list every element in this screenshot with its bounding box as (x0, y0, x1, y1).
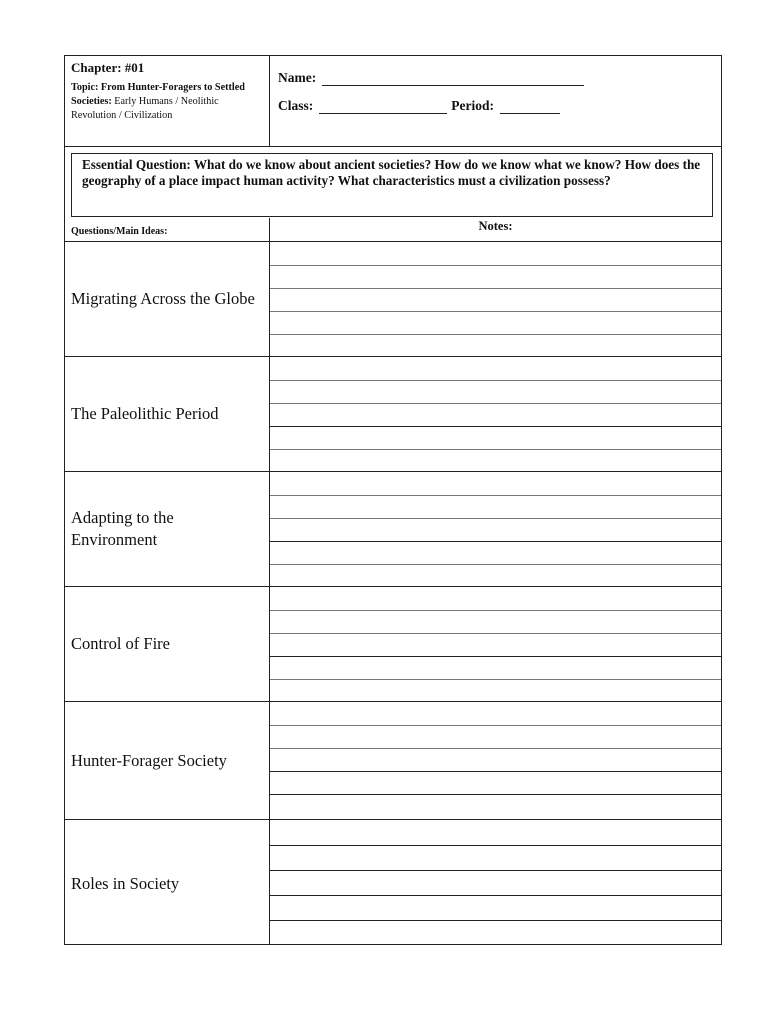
note-line (270, 564, 721, 565)
note-line (270, 870, 721, 871)
section-title: Control of Fire (71, 634, 170, 653)
note-line (270, 633, 721, 634)
notes-area[interactable] (270, 587, 721, 701)
essential-question-box: Essential Question: What do we know about ancient societies? How do we know what we know? How does the geography of a place impact human activity? What characteristics must a civilization possess? (71, 153, 713, 217)
topic-text (71, 81, 263, 123)
note-line (270, 403, 721, 404)
class-field[interactable] (319, 99, 447, 114)
section-title: The Paleolithic Period (71, 404, 219, 423)
name-field[interactable] (322, 71, 584, 86)
note-line (270, 656, 721, 657)
note-line (270, 920, 721, 921)
note-line (270, 449, 721, 450)
notes-sections (65, 241, 721, 944)
section-fire (65, 587, 721, 702)
notes-area[interactable] (270, 702, 721, 819)
note-line (270, 725, 721, 726)
notes-area[interactable] (270, 820, 721, 947)
note-line (270, 426, 721, 427)
notes-area[interactable] (270, 242, 721, 356)
questions-column-label: Questions/Main Ideas: (71, 226, 168, 237)
notes-area[interactable] (270, 357, 721, 471)
cornell-notes-sheet (64, 55, 722, 945)
note-line (270, 679, 721, 680)
name-line (278, 70, 713, 86)
period-label: Period: (451, 98, 495, 113)
note-line (270, 771, 721, 772)
notes-area[interactable] (270, 472, 721, 586)
section-roles (65, 820, 721, 947)
note-line (270, 334, 721, 335)
header-divider (65, 146, 721, 147)
note-line (270, 541, 721, 542)
note-line (270, 895, 721, 896)
section-hunter-forager (65, 702, 721, 820)
topic-bold: Topic: From Hunter-Foragers to Settled Societies: (71, 82, 245, 107)
section-title: Roles in Society (71, 873, 180, 893)
section-adapting (65, 472, 721, 587)
class-period-line (278, 98, 713, 114)
section-title: Adapting to the Environment (71, 508, 174, 549)
note-line (270, 495, 721, 496)
class-label: Class: (278, 98, 314, 113)
chapter-topic-box (65, 56, 270, 146)
notes-column-label: Notes: (478, 219, 513, 233)
name-label: Name: (278, 70, 317, 85)
section-title: Hunter-Forager Society (71, 750, 227, 770)
note-line (270, 288, 721, 289)
chapter-label: Chapter: #01 (71, 60, 145, 75)
section-paleolithic (65, 357, 721, 472)
note-line (270, 311, 721, 312)
student-info-box (270, 56, 721, 146)
note-line (270, 380, 721, 381)
note-line (270, 845, 721, 846)
note-line (270, 518, 721, 519)
note-line (270, 610, 721, 611)
section-migrating (65, 242, 721, 357)
period-field[interactable] (500, 99, 560, 114)
note-line (270, 794, 721, 795)
section-title: Migrating Across the Globe (71, 289, 255, 308)
topic-rest: Early Humans / Neolithic Revolution / Civilization (71, 96, 219, 121)
note-line (270, 265, 721, 266)
note-line (270, 748, 721, 749)
